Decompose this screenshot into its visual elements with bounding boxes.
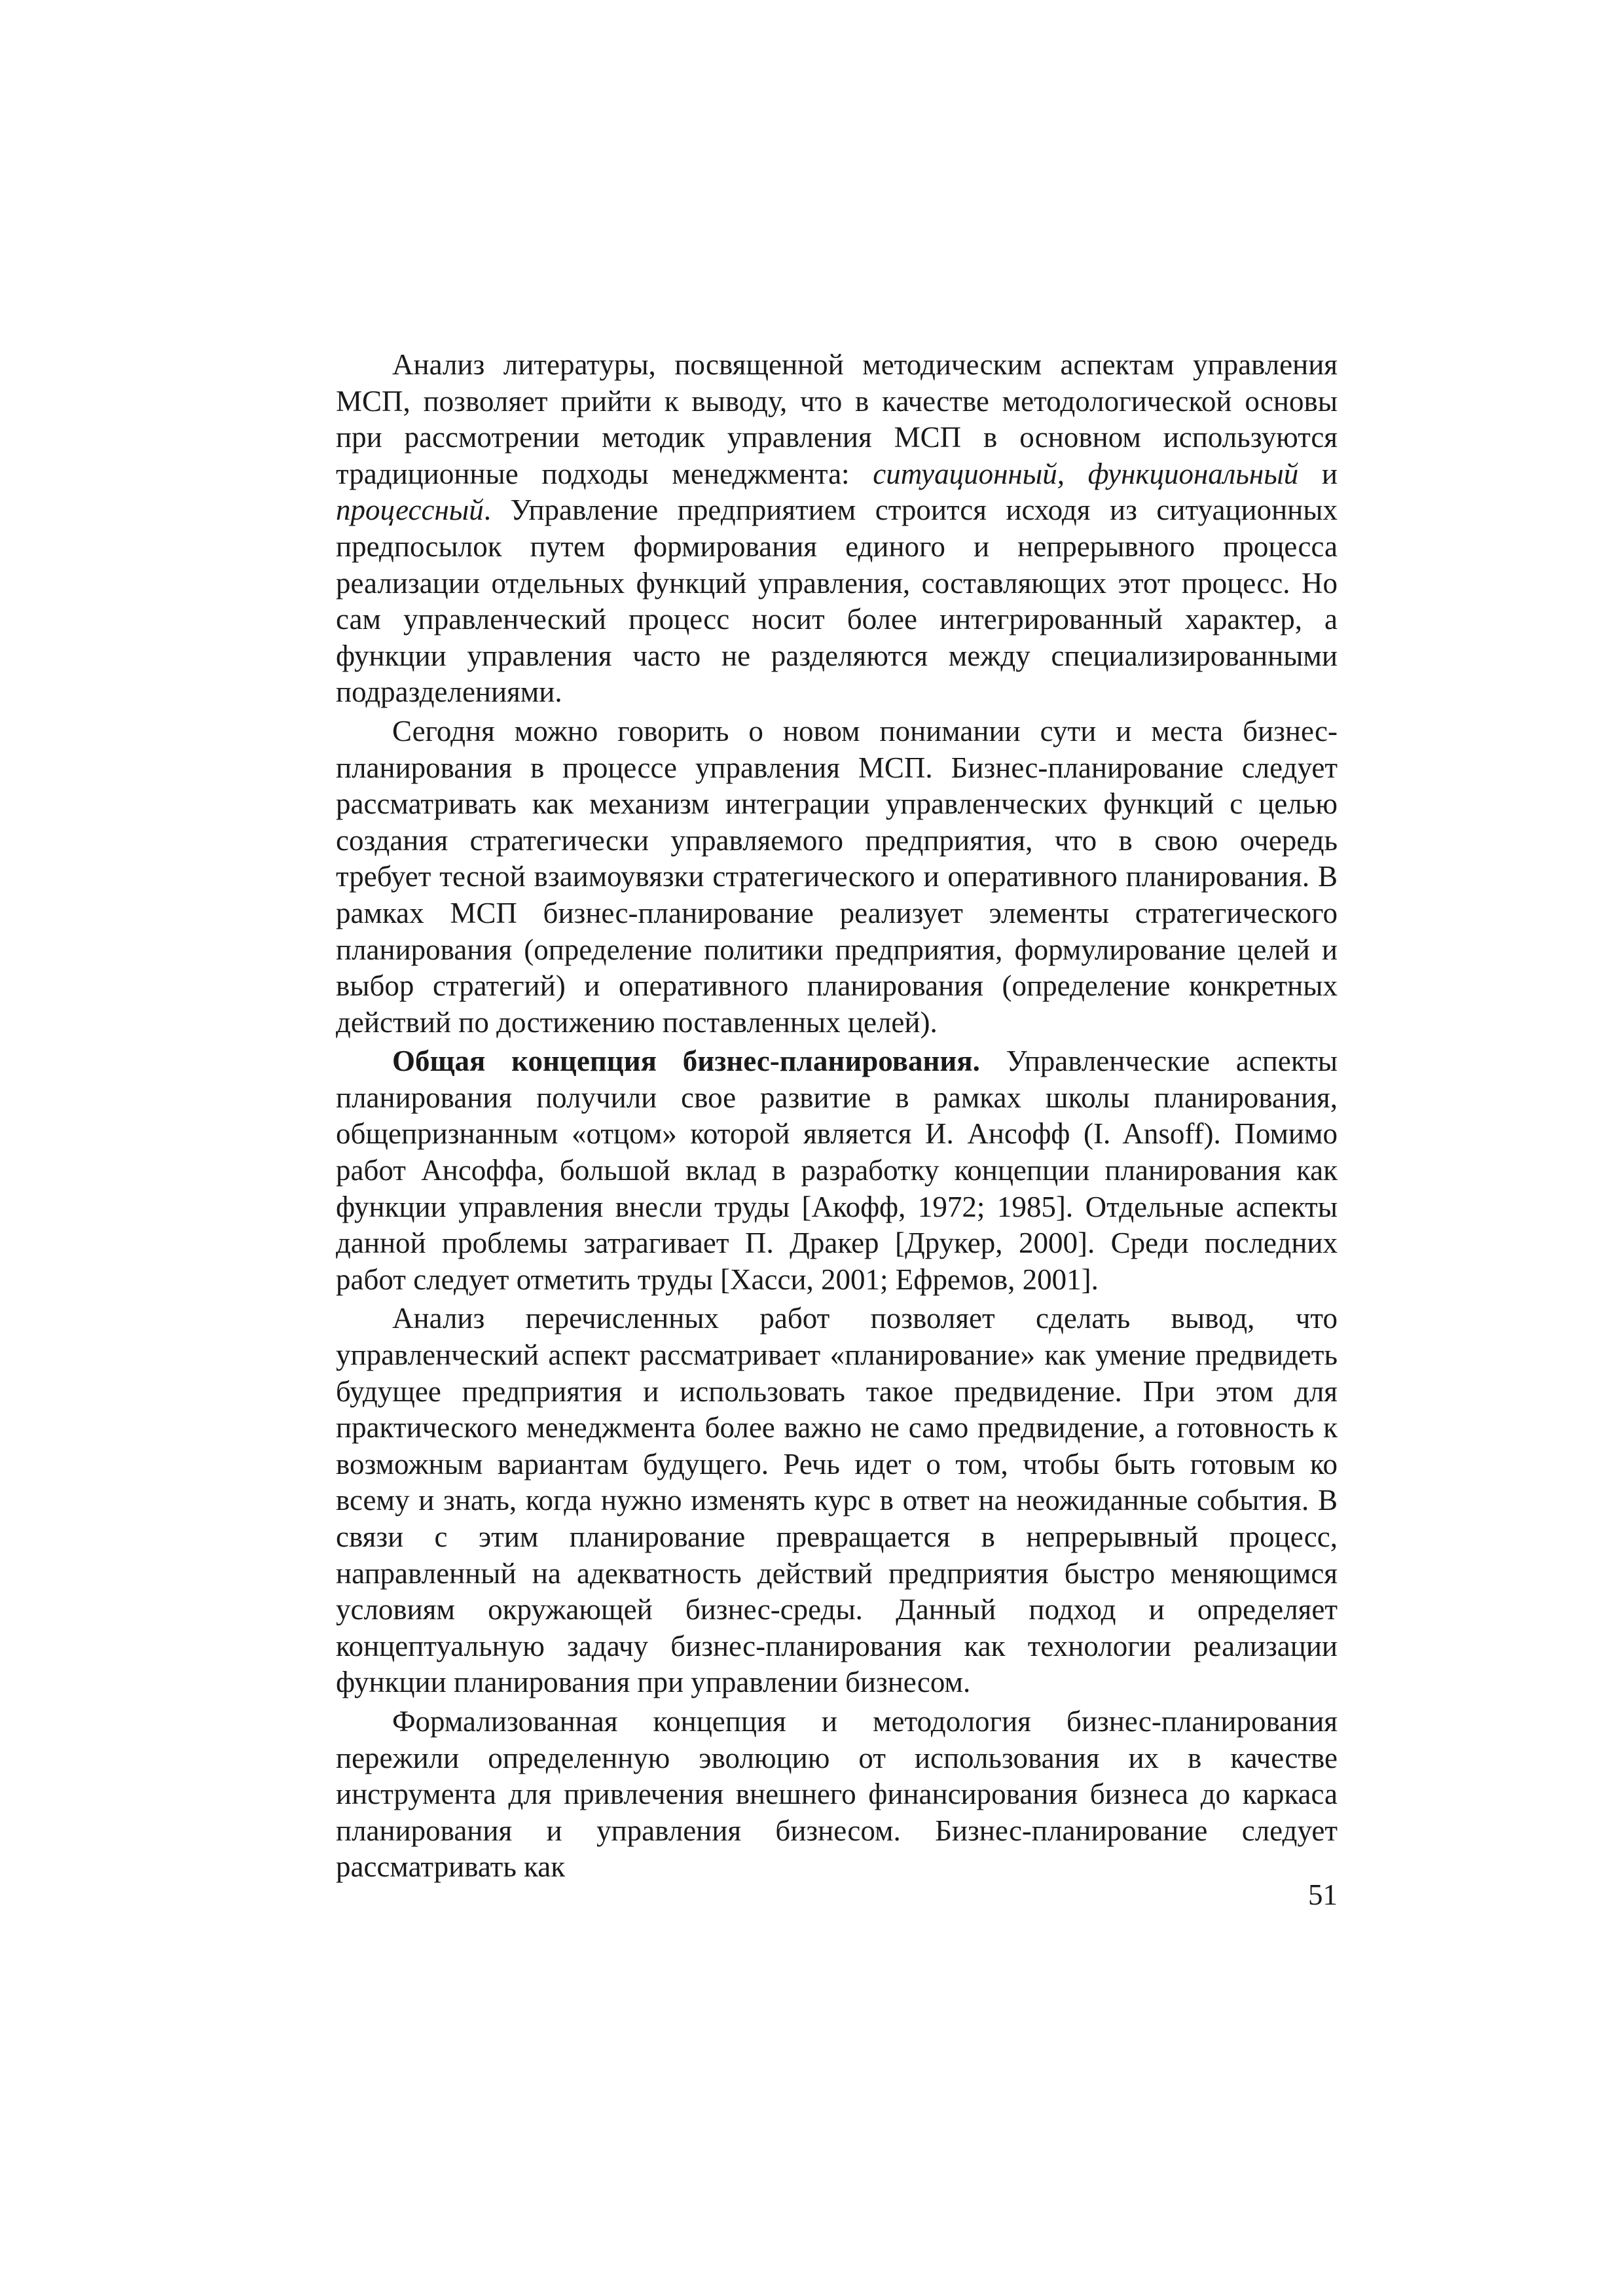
paragraph-1-italic-1: ситуационный, функциональный [873,457,1299,490]
paragraph-2 [336,713,1338,1041]
page-number: 51 [1308,1878,1338,1911]
paragraph-4 [336,1300,1338,1701]
paragraph-1-text-b: и [1298,457,1338,490]
paragraph-5-text: Формализованная концепция и методология бизнес-планирования пережили определенную эволюцию от использования их в качестве инструмента для привлечения внешнего финансирования бизнеса до каркаса планирования и управления бизнесом. Бизнес-планирование следует рассматривать как [336,1704,1338,1884]
paragraph-5 [336,1704,1338,1886]
paragraph-3 [336,1043,1338,1298]
paragraph-1 [336,347,1338,711]
paragraph-3-text: Управленческие аспекты планирования получили свое развитие в рамках школы планирования, общепризнанным «отцом» которой является И. Ансофф (I. Ansoff). Помимо работ Ансоффа, большой вклад в разработку концепции планирования как функции управления внесли труды [Акофф, 1972; 1985]. Отдельные аспекты данной проблемы затрагивает П. Дракер [Друкер, 2000]. Среди последних работ следует отметить труды [Хасси, 2001; Ефремов, 2001]. [336,1045,1338,1296]
paragraph-1-text-a: Анализ литературы, посвященной методическим аспектам управления МСП, позволяет прийти к выводу, что в качестве методологической основы при рассмотрении методик управления МСП в основном используются традиционные подходы менеджмента: [336,348,1338,490]
paragraph-4-text: Анализ перечисленных работ позволяет сделать вывод, что управленческий аспект рассматривает «планирование» как умение предвидеть будущее предприятия и использовать такое предвидение. При этом для практического менеджмента более важно не само предвидение, а готовность к возможным вариантам будущего. Речь идет о том, чтобы быть готовым ко всему и знать, когда нужно изменять курс в ответ на неожиданные события. В связи с этим планирование превращается в непрерывный процесс, направленный на адекватность действий предприятия быстро меняющимся условиям окружающей бизнес-среды. Данный подход и определяет концептуальную задачу бизнес-планирования как технологии реализации функции планирования при управлении бизнесом. [336,1302,1338,1699]
paragraph-2-text: Сегодня можно говорить о новом понимании сути и места бизнес-планирования в процессе управления МСП. Бизнес-планирование следует рассматривать как механизм интеграции управленческих функций с целью создания стратегически управляемого предприятия, что в свою очередь требует тесной взаимоувязки стратегического и оперативного планирования. В рамках МСП бизнес-планирование реализует элементы стратегического планирования (определение политики предприятия, формулирование целей и выбор стратегий) и оперативного планирования (определение конкретных действий по достижению поставленных целей). [336,714,1338,1039]
body-text [336,347,1338,1886]
section-heading: Общая концепция бизнес-планирования. [392,1045,980,1078]
paragraph-1-text-c: . Управление предприятием строится исходя из ситуационных предпосылок путем формирования единого и непрерывного процесса реализации отдельных функций управления, составляющих этот процесс. Но сам управленческий процесс носит более интегрированный характер, а функции управления часто не разделяются между специализированными подразделениями. [336,493,1338,709]
paragraph-1-italic-2: процессный [336,493,484,527]
